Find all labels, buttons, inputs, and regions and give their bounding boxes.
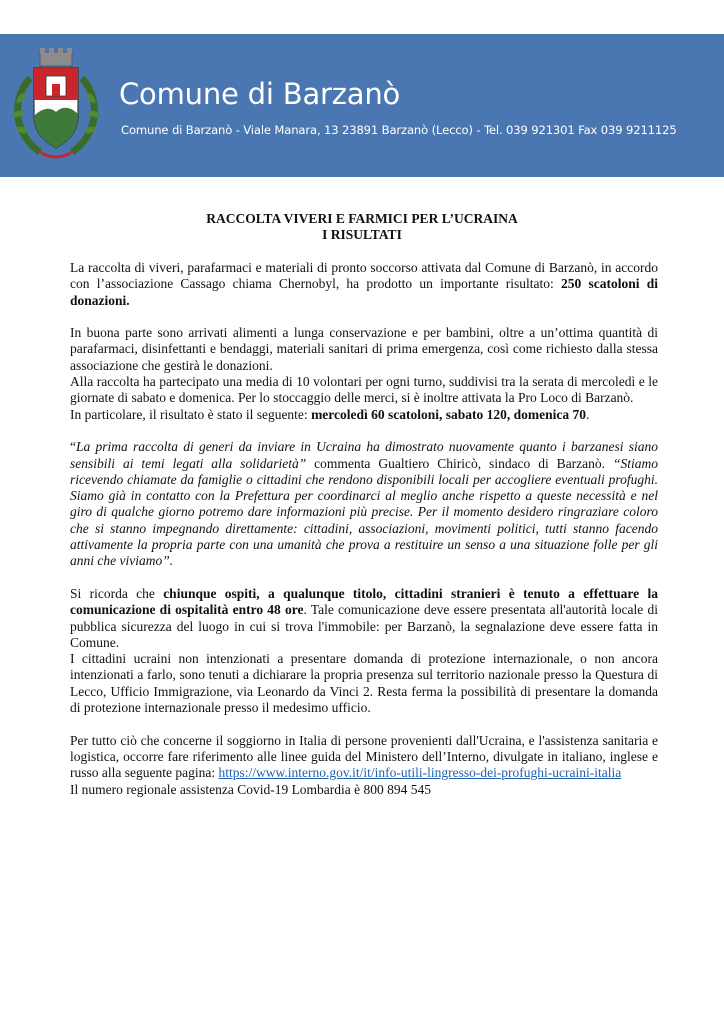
p5-end: . Tale comunicazione deve essere presentata all'autorità locale di pubblica sicurezza del luogo in cui si trova l'immobile: per Barzanò, la segnalazione deve essere fatta in Comune. [70,602,658,650]
p1-text: La raccolta di viveri, parafarmaci e materiali di pronto soccorso attivata dal Comune di Barzanò, in accordo con l’associazione Cassago chiama Chernobyl, ha prodotto un importante risultato: [70,260,658,292]
quote-italic-2: “Stiamo ricevendo chiamate da famiglie o cittadini che rendono disponibili locali per accogliere eventuali profughi. Siamo già in contatto con la Prefettura per coordinarci al meglio anche rispetto a queste necessità e nel giro di qualche giorno potremo dare informazioni più precise. Per il momento desidero ringraziare coloro che si stanno impegnando direttamente: cittadini, associazioni, movimenti politici, tutti stanno facendo attivamente la propria parte con una umanità che prova a restituire un senso a una situazione folle per gli anni che viviamo”. [70,455,658,569]
paragraph-7 [70,733,658,782]
paragraph-6: I cittadini ucraini non intenzionati a presentare domanda di protezione internazionale, o non ancora intenzionati a farlo, sono tenuti a dichiarare la propria presenza sul territorio nazionale presso la Questura di Lecco, Ufficio Immigrazione, via Leonardo da Vinci 2. Resta ferma la possibilità di presentare la domanda di protezione internazionale presso il medesimo ufficio. [70,651,658,716]
title-line-1: RACCOLTA VIVERI E FARMICI PER L’UCRAINA [206,211,518,226]
coat-of-arms-icon [10,48,102,166]
p4-bold: mercoledì 60 scatoloni, sabato 120, domenica 70 [311,406,587,422]
quote-attribution: commenta Gualtiero Chiricò, sindaco di Barzanò. [306,455,613,471]
paragraph-2: In buona parte sono arrivati alimenti a lunga conservazione e per bambini, oltre a un’ottima quantità di parafarmaci, disinfettanti e bendaggi, materiali sanitari di prima emergenza, così come richiesto dalla stessa associazione che gestirà le donazioni. [70,325,658,373]
title-line-2: I RISULTATI [322,227,402,242]
p4-end: . [586,406,590,422]
paragraph-1 [70,260,658,309]
paragraph-4 [70,407,658,423]
quote-open: “ [70,439,76,455]
p5-bold: chiunque ospiti, a qualunque titolo, cittadini stranieri è tenuto a effettuare la comunicazione di ospitalità entro 48 ore [70,585,658,618]
paragraph-3: Alla raccolta ha partecipato una media di 10 volontari per ogni turno, suddivisi tra la serata di mercoledì e le giornate di sabato e domenica. Per lo stoccaggio delle merci, si è inoltre attivata la Pro Loco di Barzanò. [70,374,658,406]
p5-text: Si ricorda che [70,585,164,601]
p1-bold: 250 scatoloni di donazioni. [70,276,658,308]
quote-paragraph [70,439,658,569]
org-address: Comune di Barzanò - Viale Manara, 13 23891 Barzanò (Lecco) - Tel. 039 921301 Fax 039 9211125 [121,123,677,137]
p4-text: In particolare, il risultato è stato il seguente: [70,406,312,422]
ministry-link[interactable]: https://www.interno.gov.it/it/info-utili-lingresso-dei-profughi-ucraini-italia [218,765,622,781]
paragraph-8: Il numero regionale assistenza Covid-19 Lombardia è 800 894 545 [70,781,432,797]
header-band [0,34,724,177]
document-title [0,211,724,243]
quote-italic-1: La prima raccolta di generi da inviare in Ucraina ha dimostrato nuovamente quanto i barzanesi siano sensibili ai temi legati alla solidarietà” [70,439,658,471]
paragraph-5 [70,586,658,651]
p7-text: Per tutto ciò che concerne il soggiorno in Italia di persone provenienti dall'Ucraina, e l'assistenza sanitaria e logistica, occorre fare riferimento alle linee guida del Ministero dell’Interno, divulgate in italiano, inglese e russo alla seguente pagina: [70,732,658,781]
document-body [70,260,658,798]
org-name: Comune di Barzanò [119,77,401,111]
